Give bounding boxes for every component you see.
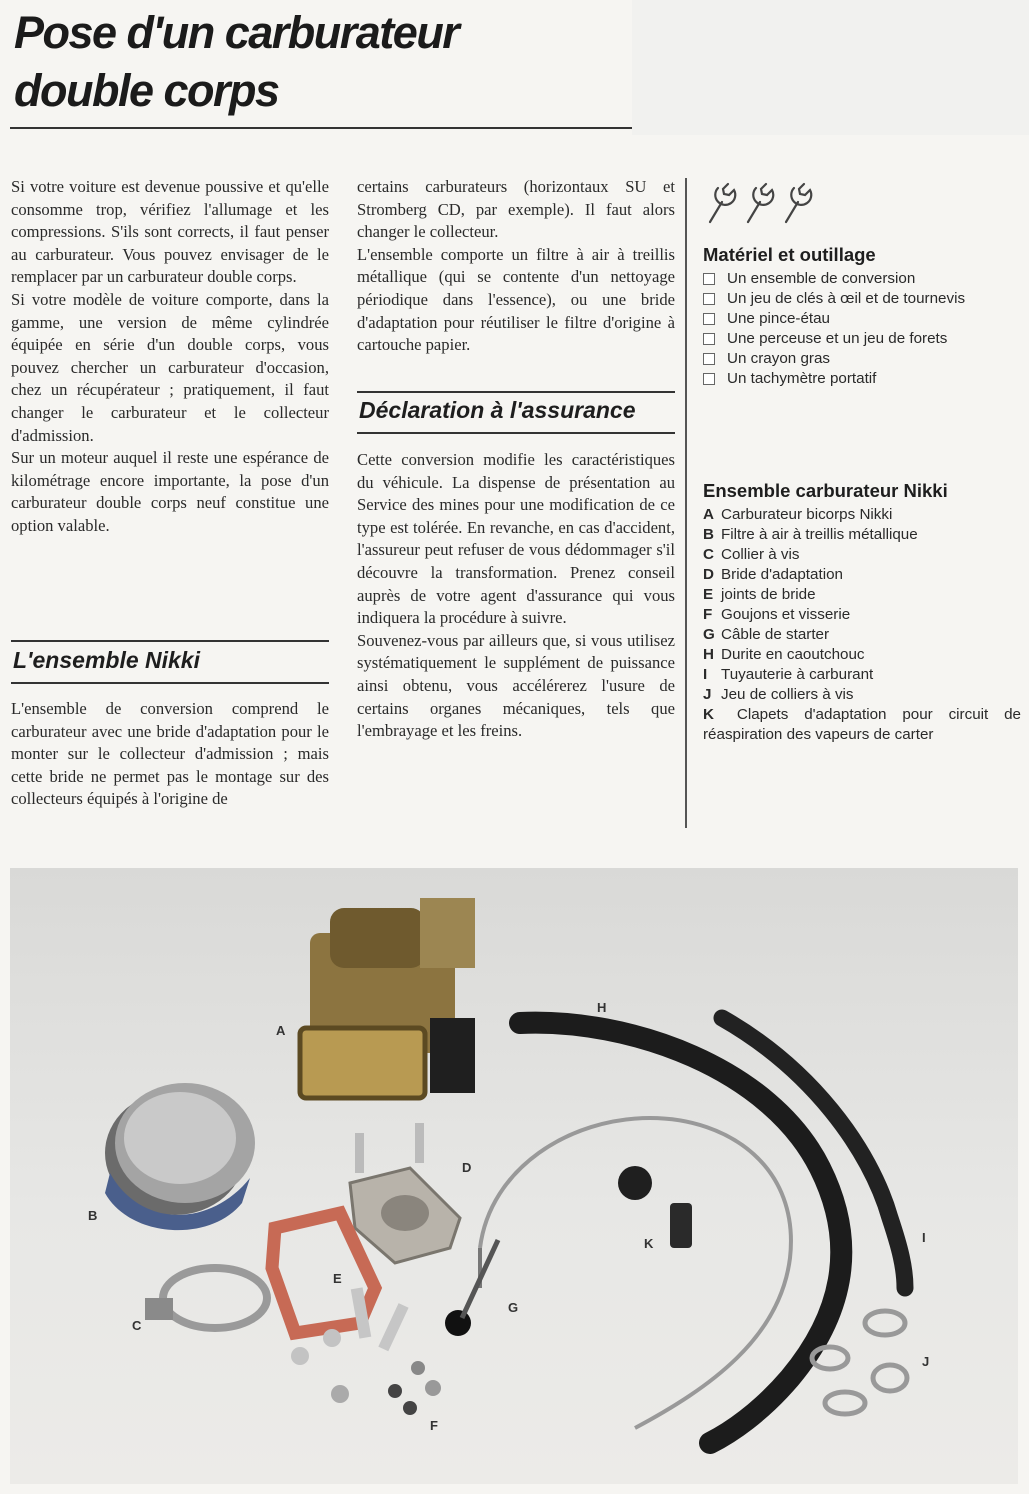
section-heading-assurance: Déclaration à l'assurance — [359, 397, 636, 423]
title-rule — [10, 127, 632, 129]
checklist-item: Un ensemble de conversion — [703, 269, 965, 289]
checklist-item: Un tachymètre portatif — [703, 369, 965, 389]
parts-item: C Collier à vis — [703, 546, 800, 563]
kit-illustration — [10, 868, 1018, 1484]
parts-item: D Bride d'adaptation — [703, 566, 843, 583]
parts-item: H Durite en caoutchouc — [703, 646, 865, 663]
photo-label-k: K — [644, 1236, 654, 1251]
paragraph: Si votre modèle de voiture comporte, dans la gamme, une version de même cylindrée équipée en série d'un double corps, vous pouvez chercher un carburateur d'occasion, chez un récupérateur ; pratiquement, il faut changer le carburateur et le collecteur d'admission. — [11, 289, 329, 445]
parts-item: K Clapets d'adaptation pour circuit de réaspiration des vapeurs de carter — [703, 706, 1021, 743]
checkbox-icon — [703, 273, 715, 285]
text-column-1-continued — [11, 698, 329, 811]
text-column-2 — [357, 176, 675, 357]
tools-heading: Matériel et outillage — [703, 244, 876, 265]
checkbox-icon — [703, 333, 715, 345]
paragraph: Sur un moteur auquel il reste une espérance de kilométrage encore importante, la pose d'un carburateur double corps neuf constitue une option valable. — [11, 448, 329, 535]
page-title — [14, 4, 458, 120]
photo-label-e: E — [333, 1271, 342, 1286]
checklist-item: Un jeu de clés à œil et de tournevis — [703, 289, 965, 309]
photo-label-g: G — [508, 1300, 519, 1315]
paragraph: Souvenez-vous par ailleurs que, si vous utilisez systématiquement le supplément de puissance ainsi obtenu, vous accélérerez l'usure de certains organes mécaniques, tels que l'embrayage et les freins. — [357, 630, 675, 741]
parts-heading: Ensemble carburateur Nikki — [703, 480, 948, 501]
column-divider — [685, 178, 687, 828]
checkbox-icon — [703, 313, 715, 325]
photo-label-a: A — [276, 1023, 286, 1038]
paragraph: L'ensemble comporte un filtre à air à treillis métallique (qui se contente d'un nettoyage périodique dans l'essence), ou une bride d'adaptation pour réutiliser le filtre d'origine à cartouche papier. — [357, 244, 675, 355]
paragraph: certains carburateurs (horizontaux SU et Stromberg CD, par exemple). Il faut alors changer le collecteur. — [357, 177, 675, 242]
parts-item: F Goujons et visserie — [703, 606, 851, 623]
parts-item: A Carburateur bicorps Nikki — [703, 506, 893, 523]
paragraph: Si votre voiture est devenue poussive et qu'elle consomme trop, vérifiez l'allumage et les compressions. S'ils sont corrects, il faut penser au carburateur. Vous pouvez envisager de le remplacer par un carburateur double corps. — [11, 177, 329, 287]
checkbox-icon — [703, 293, 715, 305]
photo-label-i: I — [922, 1230, 926, 1245]
parts-item: E joints de bride — [703, 586, 816, 603]
parts-item: B Filtre à air à treillis métallique — [703, 526, 918, 543]
text-column-2-continued — [357, 449, 675, 743]
checkbox-icon — [703, 353, 715, 365]
checklist-item: Un crayon gras — [703, 349, 965, 369]
parts-list — [703, 505, 1021, 745]
photo-label-b: B — [88, 1208, 98, 1223]
tools-checklist — [703, 269, 965, 389]
parts-item: G Câble de starter — [703, 626, 830, 643]
paragraph: L'ensemble de conversion comprend le carburateur avec une bride d'adaptation pour le monter sur le collecteur d'admission ; mais cette bride ne permet pas le montage sur des collecteurs équipés à l'origine de — [11, 699, 329, 809]
checkbox-icon — [703, 373, 715, 385]
section-heading-nikki: L'ensemble Nikki — [13, 647, 200, 673]
photo-label-j: J — [922, 1354, 930, 1369]
section-rule — [357, 391, 675, 393]
text-column-1 — [11, 176, 329, 538]
title-line-2: double corps — [14, 65, 279, 116]
section-rule — [11, 640, 329, 642]
photo-label-h: H — [597, 1000, 607, 1015]
header-shade — [632, 0, 1029, 135]
carburetor-kit-photo — [10, 868, 1018, 1484]
photo-label-f: F — [430, 1418, 438, 1433]
photo-label-d: D — [462, 1160, 472, 1175]
parts-item: I Tuyauterie à carburant — [703, 666, 874, 683]
photo-label-c: C — [132, 1318, 142, 1333]
section-rule — [357, 432, 675, 434]
section-rule — [11, 682, 329, 684]
wrench-icon — [704, 178, 822, 226]
paragraph: Cette conversion modifie les caractéristiques du véhicule. La dispense de présentation au Service des mines pour une modification de ce type est tolérée. En revanche, en cas d'accident, l'assureur peut refuser de vous dédommager s'il découvre la transformation. Prenez conseil auprès de votre agent d'assurance qui vous indiquera la procédure à suivre. — [357, 450, 675, 628]
title-line-1: Pose d'un carburateur — [14, 7, 459, 58]
checklist-item: Une pince-étau — [703, 309, 965, 329]
checklist-item: Une perceuse et un jeu de forets — [703, 329, 965, 349]
parts-item: J Jeu de colliers à vis — [703, 686, 854, 703]
